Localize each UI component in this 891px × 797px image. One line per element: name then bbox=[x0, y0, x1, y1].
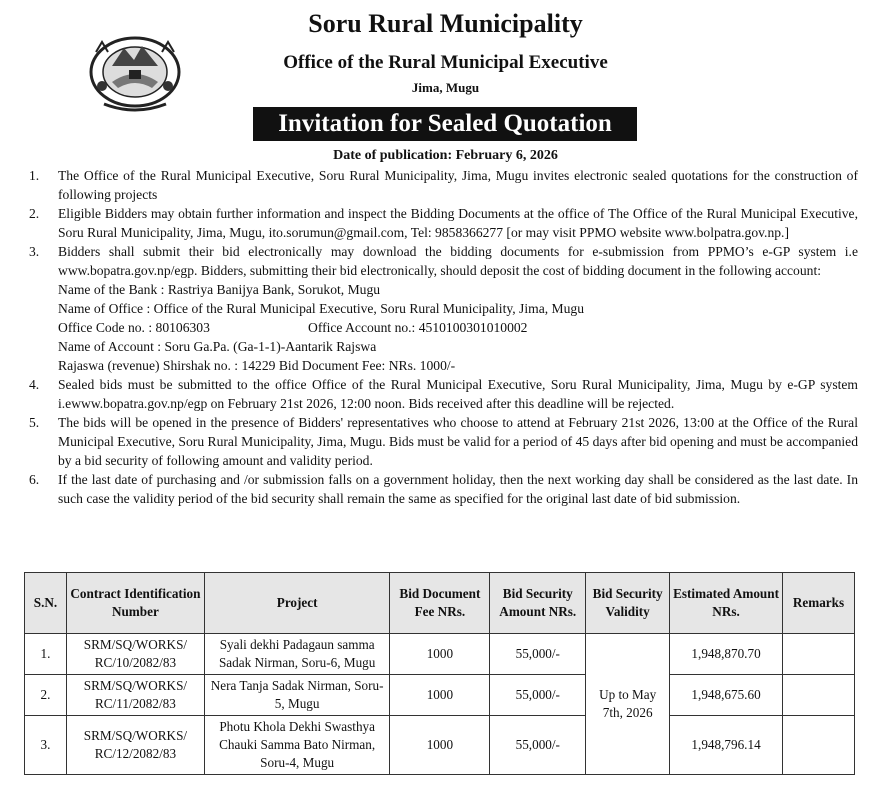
cell-estimated-amount: 1,948,675.60 bbox=[670, 675, 783, 716]
item-number: 5. bbox=[29, 415, 40, 430]
projects-table bbox=[24, 572, 855, 775]
cell-doc-fee: 1000 bbox=[390, 634, 490, 675]
bank-name: Name of the Bank : Rastriya Banijya Bank, Sorukot, Mugu bbox=[58, 282, 381, 297]
item-text: The bids will be opened in the presence of Bidders' representatives who choose to attend at February 21st 2026, 13:00 at the Office of the Rural Municipal Executive, Soru Rural Municipality, Jima, Mugu. Bids must be valid for a period of 45 days after bid opening and must be accompanied by a bid security of following amount and validity period. bbox=[58, 415, 858, 468]
location: Jima, Mugu bbox=[411, 80, 480, 95]
cell-security-amount: 55,000/- bbox=[490, 675, 586, 716]
cell-sn: 1. bbox=[25, 634, 67, 675]
notice-item bbox=[24, 242, 858, 375]
cell-remarks bbox=[782, 634, 854, 675]
cell-contract-id: SRM/SQ/WORKS/ RC/12/2082/83 bbox=[66, 716, 204, 775]
cell-contract-id: SRM/SQ/WORKS/ RC/10/2082/83 bbox=[66, 634, 204, 675]
cell-doc-fee: 1000 bbox=[390, 716, 490, 775]
table-row bbox=[25, 634, 855, 675]
cell-doc-fee: 1000 bbox=[390, 675, 490, 716]
cell-estimated-amount: 1,948,796.14 bbox=[670, 716, 783, 775]
cell-remarks bbox=[782, 675, 854, 716]
notice-item bbox=[24, 204, 858, 242]
item-number: 1. bbox=[29, 168, 40, 183]
col-header-contract-id: Contract Identification Number bbox=[66, 573, 204, 634]
item-text: The Office of the Rural Municipal Executive, Soru Rural Municipality, Jima, Mugu invites electronic sealed quotations for the construction of following projects bbox=[58, 168, 858, 202]
notice-banner: Invitation for Sealed Quotation bbox=[253, 107, 637, 141]
table-row bbox=[25, 716, 855, 775]
item-text: Sealed bids must be submitted to the office Office of the Rural Municipal Executive, Soru Rural Municipality, Jima, Mugu by e-GP system i.ewww.bopatra.gov.np/egp on February 21st 2026, 12:00 noon. Bids received after this deadline will be rejected. bbox=[58, 377, 858, 411]
office-title: Office of the Rural Municipal Executive bbox=[283, 52, 608, 73]
cell-project: Photu Khola Dekhi Swasthya Chauki Samma Bato Nirman, Soru-4, Mugu bbox=[204, 716, 390, 775]
col-header-estimated-amount: Estimated Amount NRs. bbox=[670, 573, 783, 634]
item-text: Eligible Bidders may obtain further information and inspect the Bidding Documents at the office of The Office of the Rural Municipal Executive, Soru Rural Municipality, Jima, Mugu, ito.sorumun@gmail.com, Tel: 9858366277 [or may visit PPMO website www.bolpatra.gov.np.] bbox=[58, 206, 858, 240]
office-name: Name of Office : Office of the Rural Municipal Executive, Soru Rural Municipality, Jima, Mugu bbox=[58, 301, 585, 316]
office-account: Office Account no.: 4510100301010002 bbox=[308, 320, 528, 335]
cell-contract-id: SRM/SQ/WORKS/ RC/11/2082/83 bbox=[66, 675, 204, 716]
col-header-project: Project bbox=[204, 573, 390, 634]
col-header-security-validity: Bid Security Validity bbox=[586, 573, 670, 634]
cell-security-validity: Up to May 7th, 2026 bbox=[586, 634, 670, 775]
col-header-sn: S.N. bbox=[25, 573, 67, 634]
office-code-line bbox=[58, 318, 858, 337]
item-text: If the last date of purchasing and /or submission falls on a government holiday, then the next working day shall be considered as the last date. In such case the validity period of the bid security shall remain the same as specified for the original last date of bid submission. bbox=[58, 472, 858, 506]
table-header-row bbox=[25, 573, 855, 634]
notice-body bbox=[24, 166, 858, 508]
col-header-security-amount: Bid Security Amount NRs. bbox=[490, 573, 586, 634]
cell-project: Syali dekhi Padagaun samma Sadak Nirman, Soru-6, Mugu bbox=[204, 634, 390, 675]
notice-item bbox=[24, 166, 858, 204]
cell-remarks bbox=[782, 716, 854, 775]
item-text: Bidders shall submit their bid electronically may download the bidding documents for e-submission from PPMO’s e-GP system i.e www.bopatra.gov.np/egp. Bidders, submitting their bid electronically, should deposit the cost of bidding document in the following account: bbox=[58, 244, 858, 278]
notice-item bbox=[24, 413, 858, 470]
notice-item bbox=[24, 470, 858, 508]
table-row bbox=[25, 675, 855, 716]
revenue-heading: Rajaswa (revenue) Shirshak no. : 14229 Bid Document Fee: NRs. 1000/- bbox=[58, 358, 456, 373]
item-number: 2. bbox=[29, 206, 40, 221]
col-header-remarks: Remarks bbox=[782, 573, 854, 634]
account-name: Name of Account : Soru Ga.Pa. (Ga-1-1)-Aantarik Rajswa bbox=[58, 339, 377, 354]
cell-security-amount: 55,000/- bbox=[490, 716, 586, 775]
cell-project: Nera Tanja Sadak Nirman, Soru-5, Mugu bbox=[204, 675, 390, 716]
cell-sn: 3. bbox=[25, 716, 67, 775]
item-number: 4. bbox=[29, 377, 40, 392]
publication-date: Date of publication: February 6, 2026 bbox=[333, 148, 558, 163]
notice-item bbox=[24, 375, 858, 413]
municipality-title: Soru Rural Municipality bbox=[308, 9, 583, 38]
col-header-doc-fee: Bid Document Fee NRs. bbox=[390, 573, 490, 634]
office-code: Office Code no. : 80106303 bbox=[58, 320, 210, 335]
item-number: 6. bbox=[29, 472, 40, 487]
cell-security-amount: 55,000/- bbox=[490, 634, 586, 675]
item-number: 3. bbox=[29, 244, 40, 259]
cell-estimated-amount: 1,948,870.70 bbox=[670, 634, 783, 675]
cell-sn: 2. bbox=[25, 675, 67, 716]
